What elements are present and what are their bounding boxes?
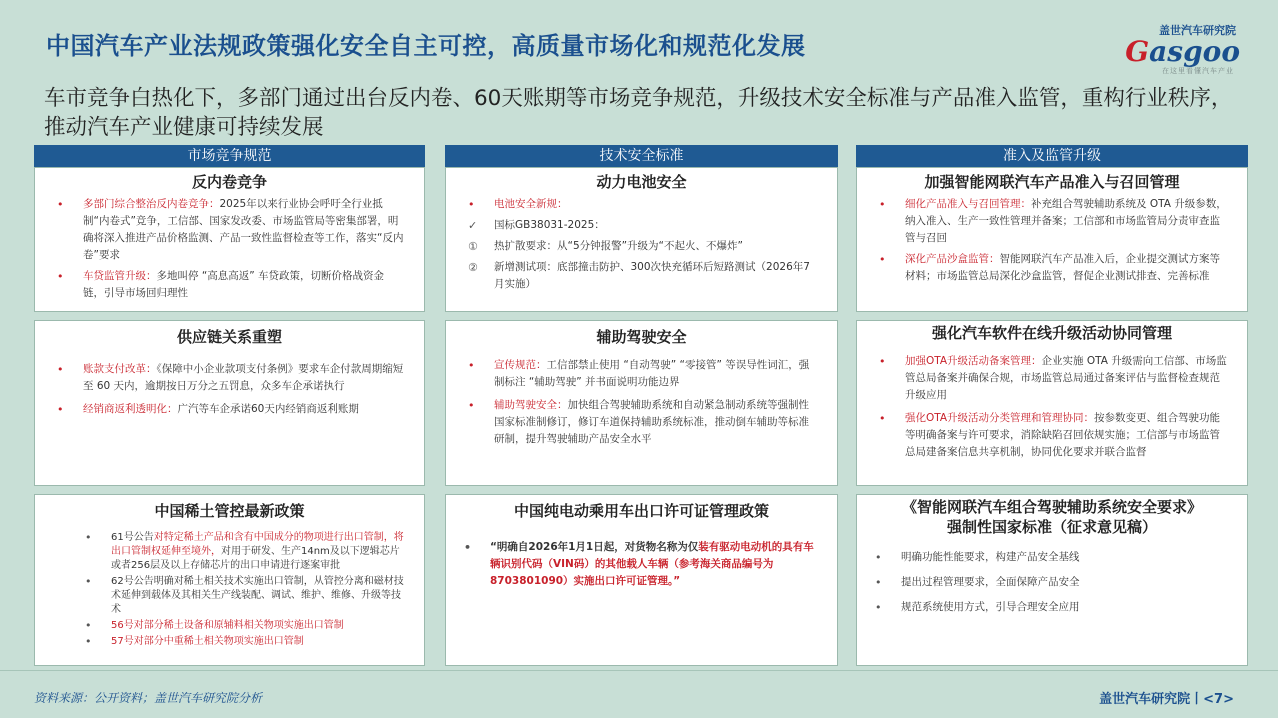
list-item: • 明确功能性能要求，构建产品安全基线: [875, 551, 1080, 564]
list-item: • 多部门综合整治反内卷竞争：2025年以来行业协会呼吁全行业抵制“内卷式”竞争，工信部、国家发改委、市场监管局等密集部署，明确将深入推进产品价格监测、产品一致性监督检查等工作，落实“反内卷”要求: [57, 198, 404, 261]
card-rare-earth: [34, 494, 425, 666]
footer-brand-page: 盖世汽车研究院丨<7>: [1099, 692, 1234, 707]
column-header-tech: 技术安全标准: [445, 145, 838, 167]
column-header-market: 市场竞争规范: [34, 145, 425, 167]
card-driving-assist-safety: [445, 320, 838, 486]
page-title: 中国汽车产业法规政策强化安全自主可控，高质量市场化和规范化发展: [46, 32, 806, 60]
list-item: • 深化产品沙盒监管：智能网联汽车产品准入后，企业提交测试方案等材料；市场监管总局深化沙盒监管，督促企业测试排查、完善标准: [879, 253, 1220, 282]
card-adas-national-standard: [856, 494, 1248, 666]
list-item: • 细化产品准入与召回管理：补充组合驾驶辅助系统及 OTA 升级参数，纳入准入、生产一致性管理并备案；工信部和市场监管局分责审查监管与召回: [879, 198, 1227, 244]
list-item: • 56号对部分稀土设备和原辅料相关物项实施出口管制: [85, 619, 344, 632]
list-item: • 61号公告对特定稀土产品和含有中国成分的物项进行出口管制，将出口管制权延伸至境外，对用于研发、生产14nm及以下逻辑芯片或者256层及以上存储芯片的出口申请进行逐案审批: [85, 531, 404, 571]
list-item: • 账款支付改革：《保障中小企业款项支付条例》要求车企付款周期缩短至 60 天内，逾期按日万分之五罚息，众多车企承诺执行: [57, 363, 404, 392]
logo-en-text: Gasgoo: [1125, 35, 1240, 68]
logo-cn-text: 盖世汽车研究院: [1159, 24, 1236, 37]
footer-divider: [0, 670, 1278, 671]
card-title: 加强智能网联汽车产品准入与召回管理: [924, 173, 1180, 191]
card-title: 中国纯电动乘用车出口许可证管理政策: [513, 502, 769, 520]
card-title: 反内卷竞争: [191, 173, 267, 191]
list-item: • 车贷监管升级：多地叫停 “高息高返” 车贷政策，切断价格战资金链，引导市场回归理性: [57, 270, 385, 299]
list-item: • 辅助驾驶安全：加快组合驾驶辅助系统和自动紧急制动系统等强制性国家标准制修订，修订车道保持辅助系统标准，推动倒车辅助等标准研制，提升驾驶辅助产品安全水平: [468, 399, 809, 445]
card-title: 供应链关系重塑: [176, 328, 282, 346]
list-item: ✓ 国标GB38031-2025：: [468, 219, 605, 232]
card-title: 动力电池安全: [596, 173, 687, 191]
card-anti-involution: [34, 167, 425, 312]
list-item: • 57号对部分中重稀土相关物项实施出口管制: [85, 635, 304, 648]
card-title: 辅助驾驶安全: [596, 328, 687, 346]
list-item: • 加强OTA升级活动备案管理：企业实施 OTA 升级需向工信部、市场监管总局备案并确保合规，市场监管总局通过备案评估与监督检查规范升级应用: [879, 355, 1227, 401]
list-item: • 经销商返利透明化：广汽等车企承诺60天内经销商返利账期: [57, 403, 359, 416]
list-item: ① 热扩散要求：从“5分钟报警”升级为“不起火、不爆炸”: [468, 240, 743, 253]
card-title: 中国稀土管控最新政策: [154, 502, 305, 520]
card-battery-safety: [445, 167, 838, 312]
list-item: • 电池安全新规：: [468, 198, 568, 211]
card-ev-export-license: [445, 494, 838, 666]
card-ota-management: [856, 320, 1248, 486]
page-subtitle: 车市竞争白热化下，多部门通过出台反内卷、60天账期等市场竞争规范，升级技术安全标准与产品准入监管，重构行业秩序，推动汽车产业健康可持续发展: [44, 86, 1233, 140]
card-title: 强化汽车软件在线升级活动协同管理: [931, 324, 1172, 342]
column-header-admission: 准入及监管升级: [856, 145, 1248, 167]
footer-source: 资料来源：公开资料；盖世汽车研究院分析: [34, 691, 263, 705]
list-item: ② 新增测试项：底部撞击防护、300次快充循环后短路测试（2026年7月实施）: [468, 261, 810, 290]
list-item: • 提出过程管理要求，全面保障产品安全: [875, 576, 1080, 589]
list-item: • 62号公告明确对稀土相关技术实施出口管制，从管控分离和磁材技术延伸到载体及其相关生产线装配、调试、维护、维修、升级等技术: [85, 575, 404, 615]
list-item: • 宣传规范：工信部禁止使用 “自动驾驶” “零接管” 等误导性词汇，强制标注 “辅助驾驶” 并书面说明功能边界: [468, 359, 810, 388]
list-item: • “明确自2026年1月1日起，对货物名称为仅装有驱动电动机的具有车辆识别代码（VIN码）的其他载人车辆（参考海关商品编号为8703801090）实施出口许可证管理。”: [464, 541, 814, 587]
card-icv-admission-recall: [856, 167, 1248, 312]
list-item: • 强化OTA升级活动分类管理和管理协同：按参数变更、组合驾驶功能等明确备案与许可要求，消除缺陷召回依规实施；工信部与市场监管总局建备案信息共享机制，协同优化要求并联合监督: [879, 412, 1221, 458]
card-supply-chain: [34, 320, 425, 486]
list-item: • 规范系统使用方式，引导合理安全应用: [875, 601, 1080, 614]
gasgoo-logo: [1110, 22, 1240, 74]
card-title-line-2: 强制性国家标准（征求意见稿）: [946, 518, 1157, 536]
card-title-line-1: 《智能网联汽车组合驾驶辅助系统安全要求》: [901, 498, 1202, 516]
logo-tagline: 在这里看懂汽车产业: [1162, 67, 1234, 75]
